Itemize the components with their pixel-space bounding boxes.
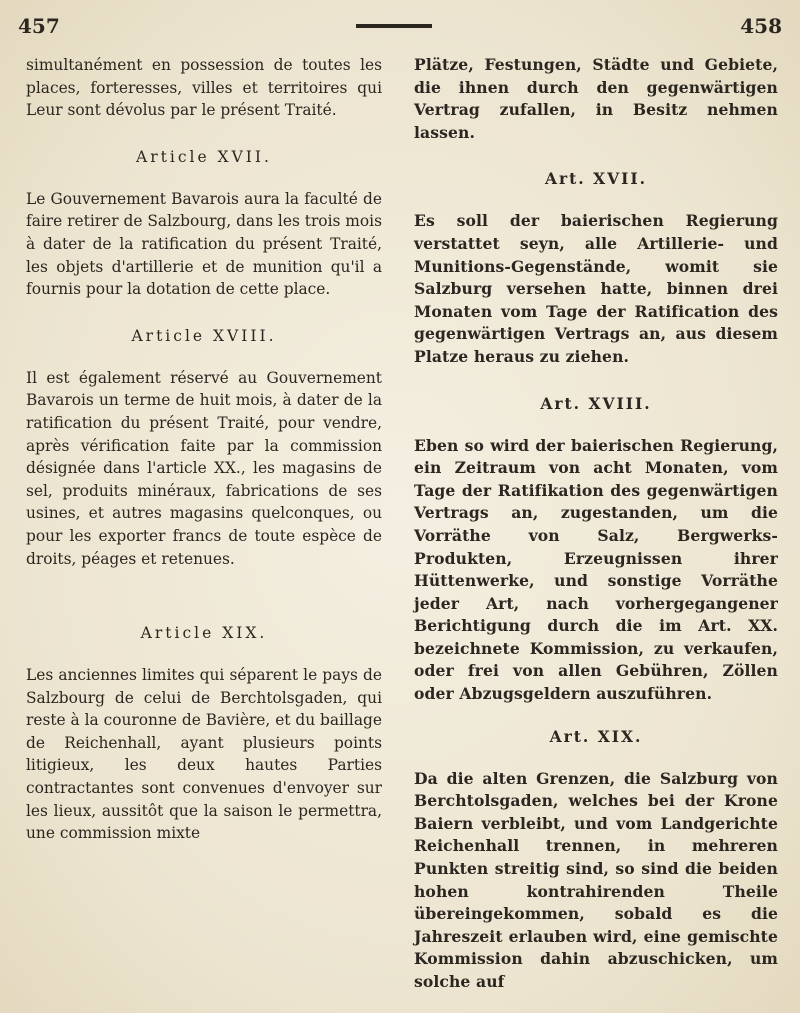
page-header (0, 10, 800, 38)
german-article-17-text: Es soll der baierischen Regierung verstattet seyn, alle Artillerie- und Munitions-Gegenstände, womit sie Salzburg versehen hatte, binnen drei Monaten vom Tage der Ratification des gegenwärtigen Vertrags an, aus diesem Platze heraus zu ziehen. (414, 211, 778, 366)
french-article-18-heading: Article XVIII. (131, 326, 277, 345)
german-article-17-heading: Art. XVII. (544, 169, 648, 189)
french-article-17-heading: Article XVII. (136, 147, 272, 166)
german-intro-paragraph: Plätze, Festungen, Städte und Gebiete, die ihnen durch den gegenwärtigen Vertrag zufallen, in Besitz nehmen lassen. (414, 55, 778, 142)
french-intro-paragraph: simultanément en possession de toutes les places, forteresses, villes et territoires qui Leur sont dévolus par le présent Traité. (26, 56, 382, 120)
french-article-19-heading: Article XIX. (140, 624, 268, 643)
german-article-18-text: Eben so wird der baierischen Regierung, ein Zeitraum von acht Monaten, vom Tage der Ratifikation des gegenwärtigen Vertrags an, zugestanden, um die Vorräthe von Salz, Bergwerks-Produkten, Erzeugnissen ihrer Hüttenwerke, und sonstige Vorräthe jeder Art, nach vorhergegangener Berichtigung durch die im Art. XX. bezeichnete Kommission, zu verkaufen, oder frei von allen Gebühren, Zöllen oder Abzugsgeldern auszuführen. (414, 435, 778, 704)
french-article-18-text: Il est également réservé au Gouvernement Bavarois un terme de huit mois, à dater de la ratification du présent Traité, pour vendre, après vérification faite par la commission désignée dans l'article XX., les magasins de sel, produits minéraux, fabrications de ses usines, et autres magasins quelconques, ou pour les exporter francs de toute espèce de droits, péages et retenues. (26, 368, 382, 568)
header-rule (356, 24, 432, 28)
german-article-18-heading: Art. XVIII. (540, 393, 652, 413)
french-article-17-text: Le Gouvernement Bavarois aura la faculté de faire retirer de Salzbourg, dans les trois mois à dater de la ratification du présent Traité, les objets d'artillerie et de munition qu'il a fournis pour la dotation de cette place. (26, 189, 382, 299)
french-article-19-text: Les anciennes limites qui séparent le pays de Salzbourg de celui de Berchtolsgaden, qui reste à la couronne de Bavière, et du baillage de Reichenhall, ayant plusieurs points litigieux, les deux hautes Parties contractantes sont convenues d'envoyer sur les lieux, aussitôt que la saison le permettra, une commission mixte (26, 666, 382, 843)
page-number-left: 457 (18, 14, 60, 38)
french-column (26, 54, 382, 845)
page-number-right: 458 (740, 14, 782, 38)
german-article-19-text: Da die alten Grenzen, die Salzburg von Berchtolsgaden, welches bei der Krone Baiern verbleibt, und vom Landgerichte Reichenhall trennen, in mehreren Punkten streitig sind, so sind die beiden hohen kontrahirenden Theile übereingekommen, sobald es die Jahreszeit erlauben wird, eine gemischte Kommission dahin abzuschicken, um solche auf (414, 768, 778, 991)
german-article-19-heading: Art. XIX. (549, 726, 643, 746)
german-column (414, 54, 778, 994)
